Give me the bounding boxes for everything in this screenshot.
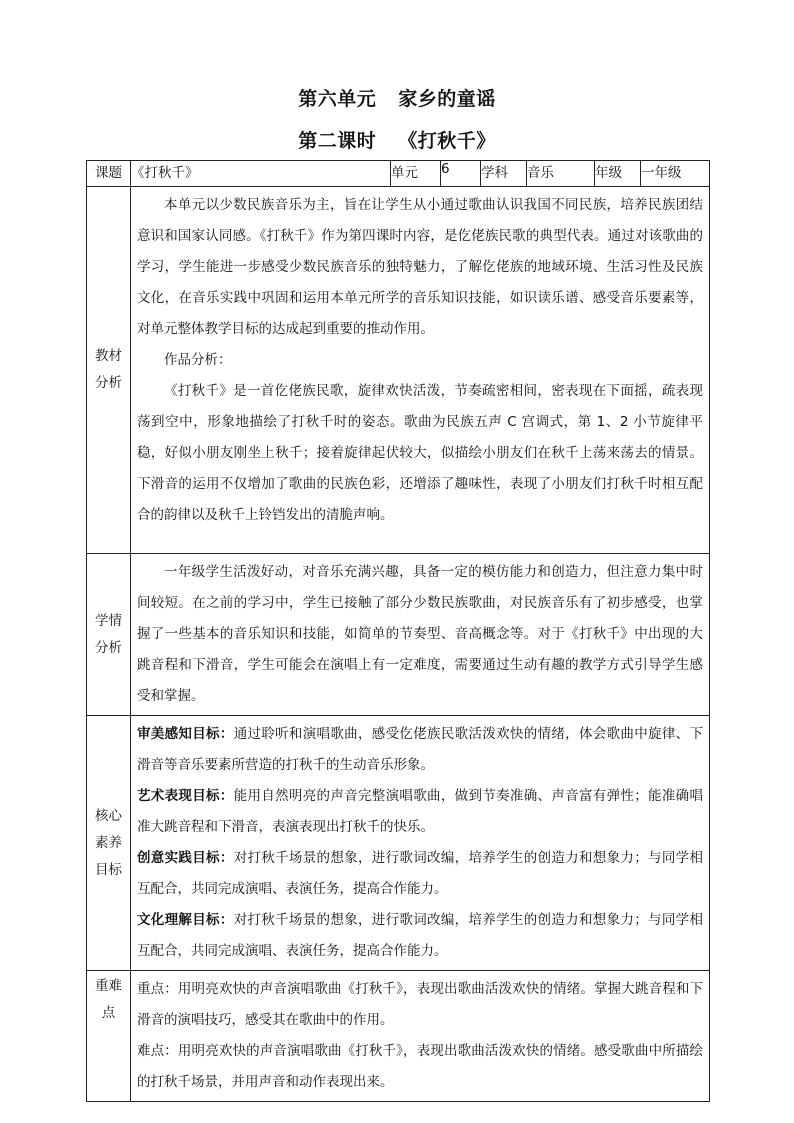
learner-paragraph: 一年级学生活泼好动，对音乐充满兴趣，具备一定的模仿能力和创造力，但注意力集中时间较短。在之前的学习中，学生已接触了部分少数民族歌曲，对民族音乐有了初步感受，也掌握了一些基本的音乐知识和技能，如简单的节奏型、音高概念等。对于《打秋千》中出现的大跳音程和下滑音，学生可能会在演唱上有一定难度，需要通过生动有趣的教学方式引导学生感受和掌握。 — [137, 564, 703, 704]
topic-value: 《打秋千》 — [131, 161, 391, 187]
material-analysis-label: 教材 分析 — [87, 187, 131, 554]
goal-artistic: 艺术表现目标：能用自然明亮的声音完整演唱歌曲，做到节奏准确、声音富有弹性；能准确唱准大跳音程和下滑音，表演表现出打秋千的快乐。 — [137, 788, 703, 835]
material-analysis-row — [87, 187, 710, 554]
material-analysis-content — [131, 187, 710, 554]
key-points-label: 重难 点 — [87, 971, 131, 1102]
unit-name: 家乡的童谣 — [398, 88, 496, 110]
unit-label: 单元 — [391, 161, 441, 187]
goal-cultural: 文化理解目标：对打秋千场景的想象，进行歌词改编，培养学生的创造力和想象力；与同学相互配合，共同完成演唱、表演任务，提高合作能力。 — [137, 912, 703, 959]
material-paragraph: 本单元以少数民族音乐为主，旨在让学生从小通过歌曲认识我国不同民族，培养民族团结意识和国家认同感。《打秋千》作为第四课时内容，是仡佬族民歌的典型代表。通过对该歌曲的学习，学生能进一步感受少数民族音乐的独特魅力，了解仡佬族的地域环境、生活习性及民族文化，在音乐实践中巩固和运用本单元所学的音乐知识技能，如识读乐谱、感受音乐要素等，对单元整体教学目标的达成起到重要的推动作用。 — [137, 197, 703, 337]
unit-title — [0, 84, 794, 111]
grade-value: 一年级 — [641, 161, 710, 187]
lesson-name: 《打秋千》 — [398, 130, 496, 152]
subject-value: 音乐 — [527, 161, 595, 187]
lesson-plan-table — [86, 160, 710, 1102]
difficult-point: 难点：用明亮欢快的声音演唱歌曲《打秋千》，表现出歌曲活泼欢快的情绪。感受歌曲中所描绘的打秋千场景，并用声音和动作表现出来。 — [137, 1043, 703, 1090]
key-points-row — [87, 971, 710, 1102]
learner-analysis-label: 学情 分析 — [87, 554, 131, 716]
learner-analysis-content — [131, 554, 710, 716]
core-goals-row — [87, 716, 710, 971]
lesson-title — [0, 126, 794, 153]
goal-creative: 创意实践目标：对打秋千场景的想象，进行歌词改编，培养学生的创造力和想象力；与同学相互配合，共同完成演唱、表演任务，提高合作能力。 — [137, 850, 703, 897]
work-analysis-heading: 作品分析： — [164, 352, 232, 368]
grade-label: 年级 — [595, 161, 641, 187]
key-points-content — [131, 971, 710, 1102]
learner-analysis-row — [87, 554, 710, 716]
goal-aesthetic: 审美感知目标：通过聆听和演唱歌曲，感受仡佬族民歌活泼欢快的情绪，体会歌曲中旋律、下滑音等音乐要素所营造的打秋千的生动音乐形象。 — [137, 726, 703, 773]
unit-value: 6 — [441, 161, 481, 187]
core-goals-label: 核心 素养 目标 — [87, 716, 131, 971]
core-goals-content — [131, 716, 710, 971]
work-analysis-paragraph: 《打秋千》是一首仡佬族民歌，旋律欢快活泼，节奏疏密相间，密表现在下面摇，疏表现荡到空中，形象地描绘了打秋千时的姿态。歌曲为民族五声 C 宫调式，第 1、2 小节旋律平稳，好似小朋友刚坐上秋千；接着旋律起伏较大，似描绘小朋友们在秋千上荡来荡去的情景。下滑音的运用不仅增加了歌曲的民族色彩，还增添了趣味性，表现了小朋友们打秋千时相互配合的韵律以及秋千上铃铛发出的清脆声响。 — [137, 383, 703, 523]
key-point: 重点：用明亮欢快的声音演唱歌曲《打秋千》，表现出歌曲活泼欢快的情绪。掌握大跳音程和下滑音的演唱技巧，感受其在歌曲中的作用。 — [137, 981, 703, 1028]
lesson-number: 第二课时 — [298, 130, 377, 152]
topic-label: 课题 — [87, 161, 131, 187]
subject-label: 学科 — [481, 161, 527, 187]
unit-number: 第六单元 — [298, 88, 377, 110]
info-row — [87, 161, 710, 187]
